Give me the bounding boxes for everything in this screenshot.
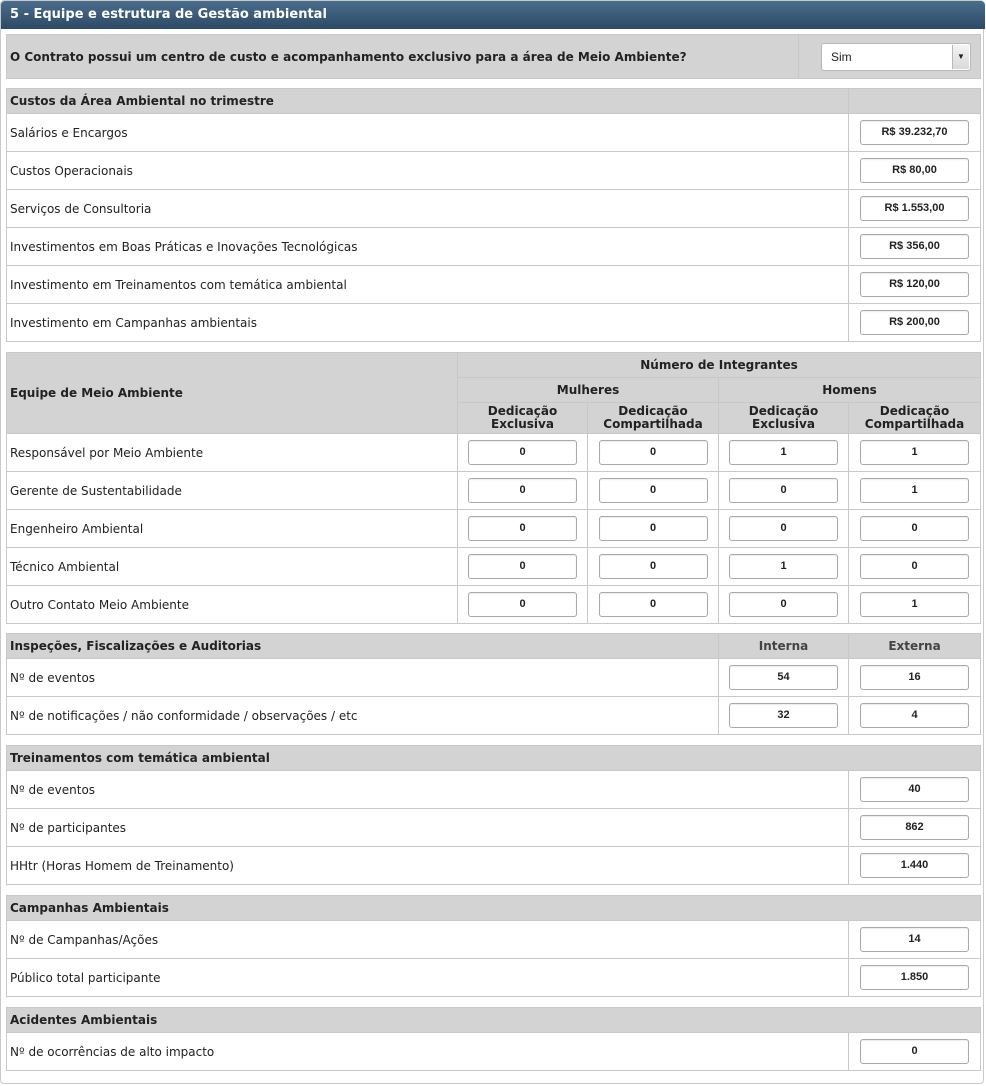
team-count-input[interactable]: 1 bbox=[860, 592, 969, 617]
table-row bbox=[7, 114, 981, 152]
campaign-label: Público total participante bbox=[7, 959, 849, 997]
team-count-input[interactable]: 0 bbox=[468, 440, 577, 465]
team-count-input[interactable]: 1 bbox=[860, 478, 969, 503]
team-women-header: Mulheres bbox=[458, 378, 719, 403]
cost-label: Investimentos em Boas Práticas e Inovações Tecnológicas bbox=[7, 228, 849, 266]
table-row bbox=[7, 266, 981, 304]
costs-table bbox=[6, 88, 981, 342]
table-row bbox=[7, 659, 981, 697]
table-row bbox=[7, 434, 981, 472]
team-count-input[interactable]: 0 bbox=[599, 516, 708, 541]
team-count-input[interactable]: 0 bbox=[860, 516, 969, 541]
team-count-input[interactable]: 0 bbox=[599, 592, 708, 617]
men-shared-header: Dedicação Compartilhada bbox=[849, 403, 981, 434]
team-header: Equipe de Meio Ambiente bbox=[7, 353, 458, 434]
campaigns-header: Campanhas Ambientais bbox=[7, 896, 981, 921]
training-label: Nº de eventos bbox=[7, 771, 849, 809]
team-count-input[interactable]: 0 bbox=[468, 592, 577, 617]
table-row bbox=[7, 228, 981, 266]
contract-cost-center-selected: Sim bbox=[831, 50, 852, 64]
team-role-label: Técnico Ambiental bbox=[7, 548, 458, 586]
campaign-audience-input[interactable]: 1.850 bbox=[860, 965, 969, 990]
table-row bbox=[7, 847, 981, 885]
team-count-input[interactable]: 0 bbox=[729, 516, 838, 541]
team-count-input[interactable]: 0 bbox=[729, 478, 838, 503]
contract-question-label: O Contrato possui um centro de custo e acompanhamento exclusivo para a área de Meio Ambiente? bbox=[7, 35, 799, 79]
trainings-header: Treinamentos com temática ambiental bbox=[7, 746, 981, 771]
table-row bbox=[7, 472, 981, 510]
women-shared-header: Dedicação Compartilhada bbox=[588, 403, 719, 434]
team-count-input[interactable]: 0 bbox=[860, 554, 969, 579]
cost-input-consulting[interactable]: R$ 1.553,00 bbox=[860, 196, 969, 221]
team-count-input[interactable]: 1 bbox=[729, 554, 838, 579]
cost-input-operational[interactable]: R$ 80,00 bbox=[860, 158, 969, 183]
cost-label: Investimento em Campanhas ambientais bbox=[7, 304, 849, 342]
women-exclusive-header: Dedicação Exclusiva bbox=[458, 403, 588, 434]
section-title: 5 - Equipe e estrutura de Gestão ambiental bbox=[1, 1, 985, 29]
training-label: Nº de participantes bbox=[7, 809, 849, 847]
table-row bbox=[7, 771, 981, 809]
cost-input-campaigns[interactable]: R$ 200,00 bbox=[860, 310, 969, 335]
team-count-input[interactable]: 0 bbox=[468, 554, 577, 579]
inspections-table bbox=[6, 633, 981, 735]
team-group-header: Número de Integrantes bbox=[458, 353, 981, 378]
cost-input-trainings[interactable]: R$ 120,00 bbox=[860, 272, 969, 297]
campaign-label: Nº de Campanhas/Ações bbox=[7, 921, 849, 959]
team-role-label: Responsável por Meio Ambiente bbox=[7, 434, 458, 472]
team-role-label: Outro Contato Meio Ambiente bbox=[7, 586, 458, 624]
table-row bbox=[7, 697, 981, 735]
table-row bbox=[7, 959, 981, 997]
team-men-header: Homens bbox=[719, 378, 981, 403]
training-hours-input[interactable]: 1.440 bbox=[860, 853, 969, 878]
cost-input-best-practices[interactable]: R$ 356,00 bbox=[860, 234, 969, 259]
contract-cost-center-select[interactable] bbox=[821, 43, 971, 71]
team-role-label: Engenheiro Ambiental bbox=[7, 510, 458, 548]
accidents-header: Acidentes Ambientais bbox=[7, 1008, 981, 1033]
cost-label: Serviços de Consultoria bbox=[7, 190, 849, 228]
training-label: HHtr (Horas Homem de Treinamento) bbox=[7, 847, 849, 885]
cost-input-salaries[interactable]: R$ 39.232,70 bbox=[860, 120, 969, 145]
cost-label: Salários e Encargos bbox=[7, 114, 849, 152]
team-count-input[interactable]: 0 bbox=[599, 478, 708, 503]
table-row bbox=[7, 190, 981, 228]
accidents-table bbox=[6, 1007, 981, 1071]
cost-label: Investimento em Treinamentos com temática ambiental bbox=[7, 266, 849, 304]
inspection-label: Nº de eventos bbox=[7, 659, 719, 697]
team-count-input[interactable]: 1 bbox=[729, 440, 838, 465]
inspections-header: Inspeções, Fiscalizações e Auditorias bbox=[7, 634, 719, 659]
campaigns-table bbox=[6, 895, 981, 997]
inspections-external-header: Externa bbox=[849, 634, 981, 659]
costs-header-empty bbox=[849, 89, 981, 114]
table-row bbox=[7, 548, 981, 586]
team-count-input[interactable]: 0 bbox=[599, 554, 708, 579]
accident-label: Nº de ocorrências de alto impacto bbox=[7, 1033, 849, 1071]
costs-header: Custos da Área Ambiental no trimestre bbox=[7, 89, 849, 114]
team-count-input[interactable]: 0 bbox=[468, 516, 577, 541]
inspections-internal-header: Interna bbox=[719, 634, 849, 659]
table-row bbox=[7, 809, 981, 847]
training-participants-input[interactable]: 862 bbox=[860, 815, 969, 840]
campaign-actions-input[interactable]: 14 bbox=[860, 927, 969, 952]
inspection-external-input[interactable]: 16 bbox=[860, 665, 969, 690]
accident-high-impact-input[interactable]: 0 bbox=[860, 1039, 969, 1064]
table-row bbox=[7, 304, 981, 342]
men-exclusive-header: Dedicação Exclusiva bbox=[719, 403, 849, 434]
table-row bbox=[7, 921, 981, 959]
inspection-internal-input[interactable]: 32 bbox=[729, 703, 838, 728]
team-count-input[interactable]: 0 bbox=[729, 592, 838, 617]
inspection-external-input[interactable]: 4 bbox=[860, 703, 969, 728]
table-row bbox=[7, 152, 981, 190]
team-count-input[interactable]: 0 bbox=[599, 440, 708, 465]
cost-label: Custos Operacionais bbox=[7, 152, 849, 190]
team-table bbox=[6, 352, 981, 624]
team-count-input[interactable]: 1 bbox=[860, 440, 969, 465]
table-row bbox=[7, 510, 981, 548]
trainings-table bbox=[6, 745, 981, 885]
table-row bbox=[7, 1033, 981, 1071]
table-row bbox=[7, 586, 981, 624]
team-count-input[interactable]: 0 bbox=[468, 478, 577, 503]
inspection-label: Nº de notificações / não conformidade / observações / etc bbox=[7, 697, 719, 735]
training-events-input[interactable]: 40 bbox=[860, 777, 969, 802]
team-role-label: Gerente de Sustentabilidade bbox=[7, 472, 458, 510]
chevron-down-icon[interactable]: ▼ bbox=[952, 45, 969, 69]
inspection-internal-input[interactable]: 54 bbox=[729, 665, 838, 690]
